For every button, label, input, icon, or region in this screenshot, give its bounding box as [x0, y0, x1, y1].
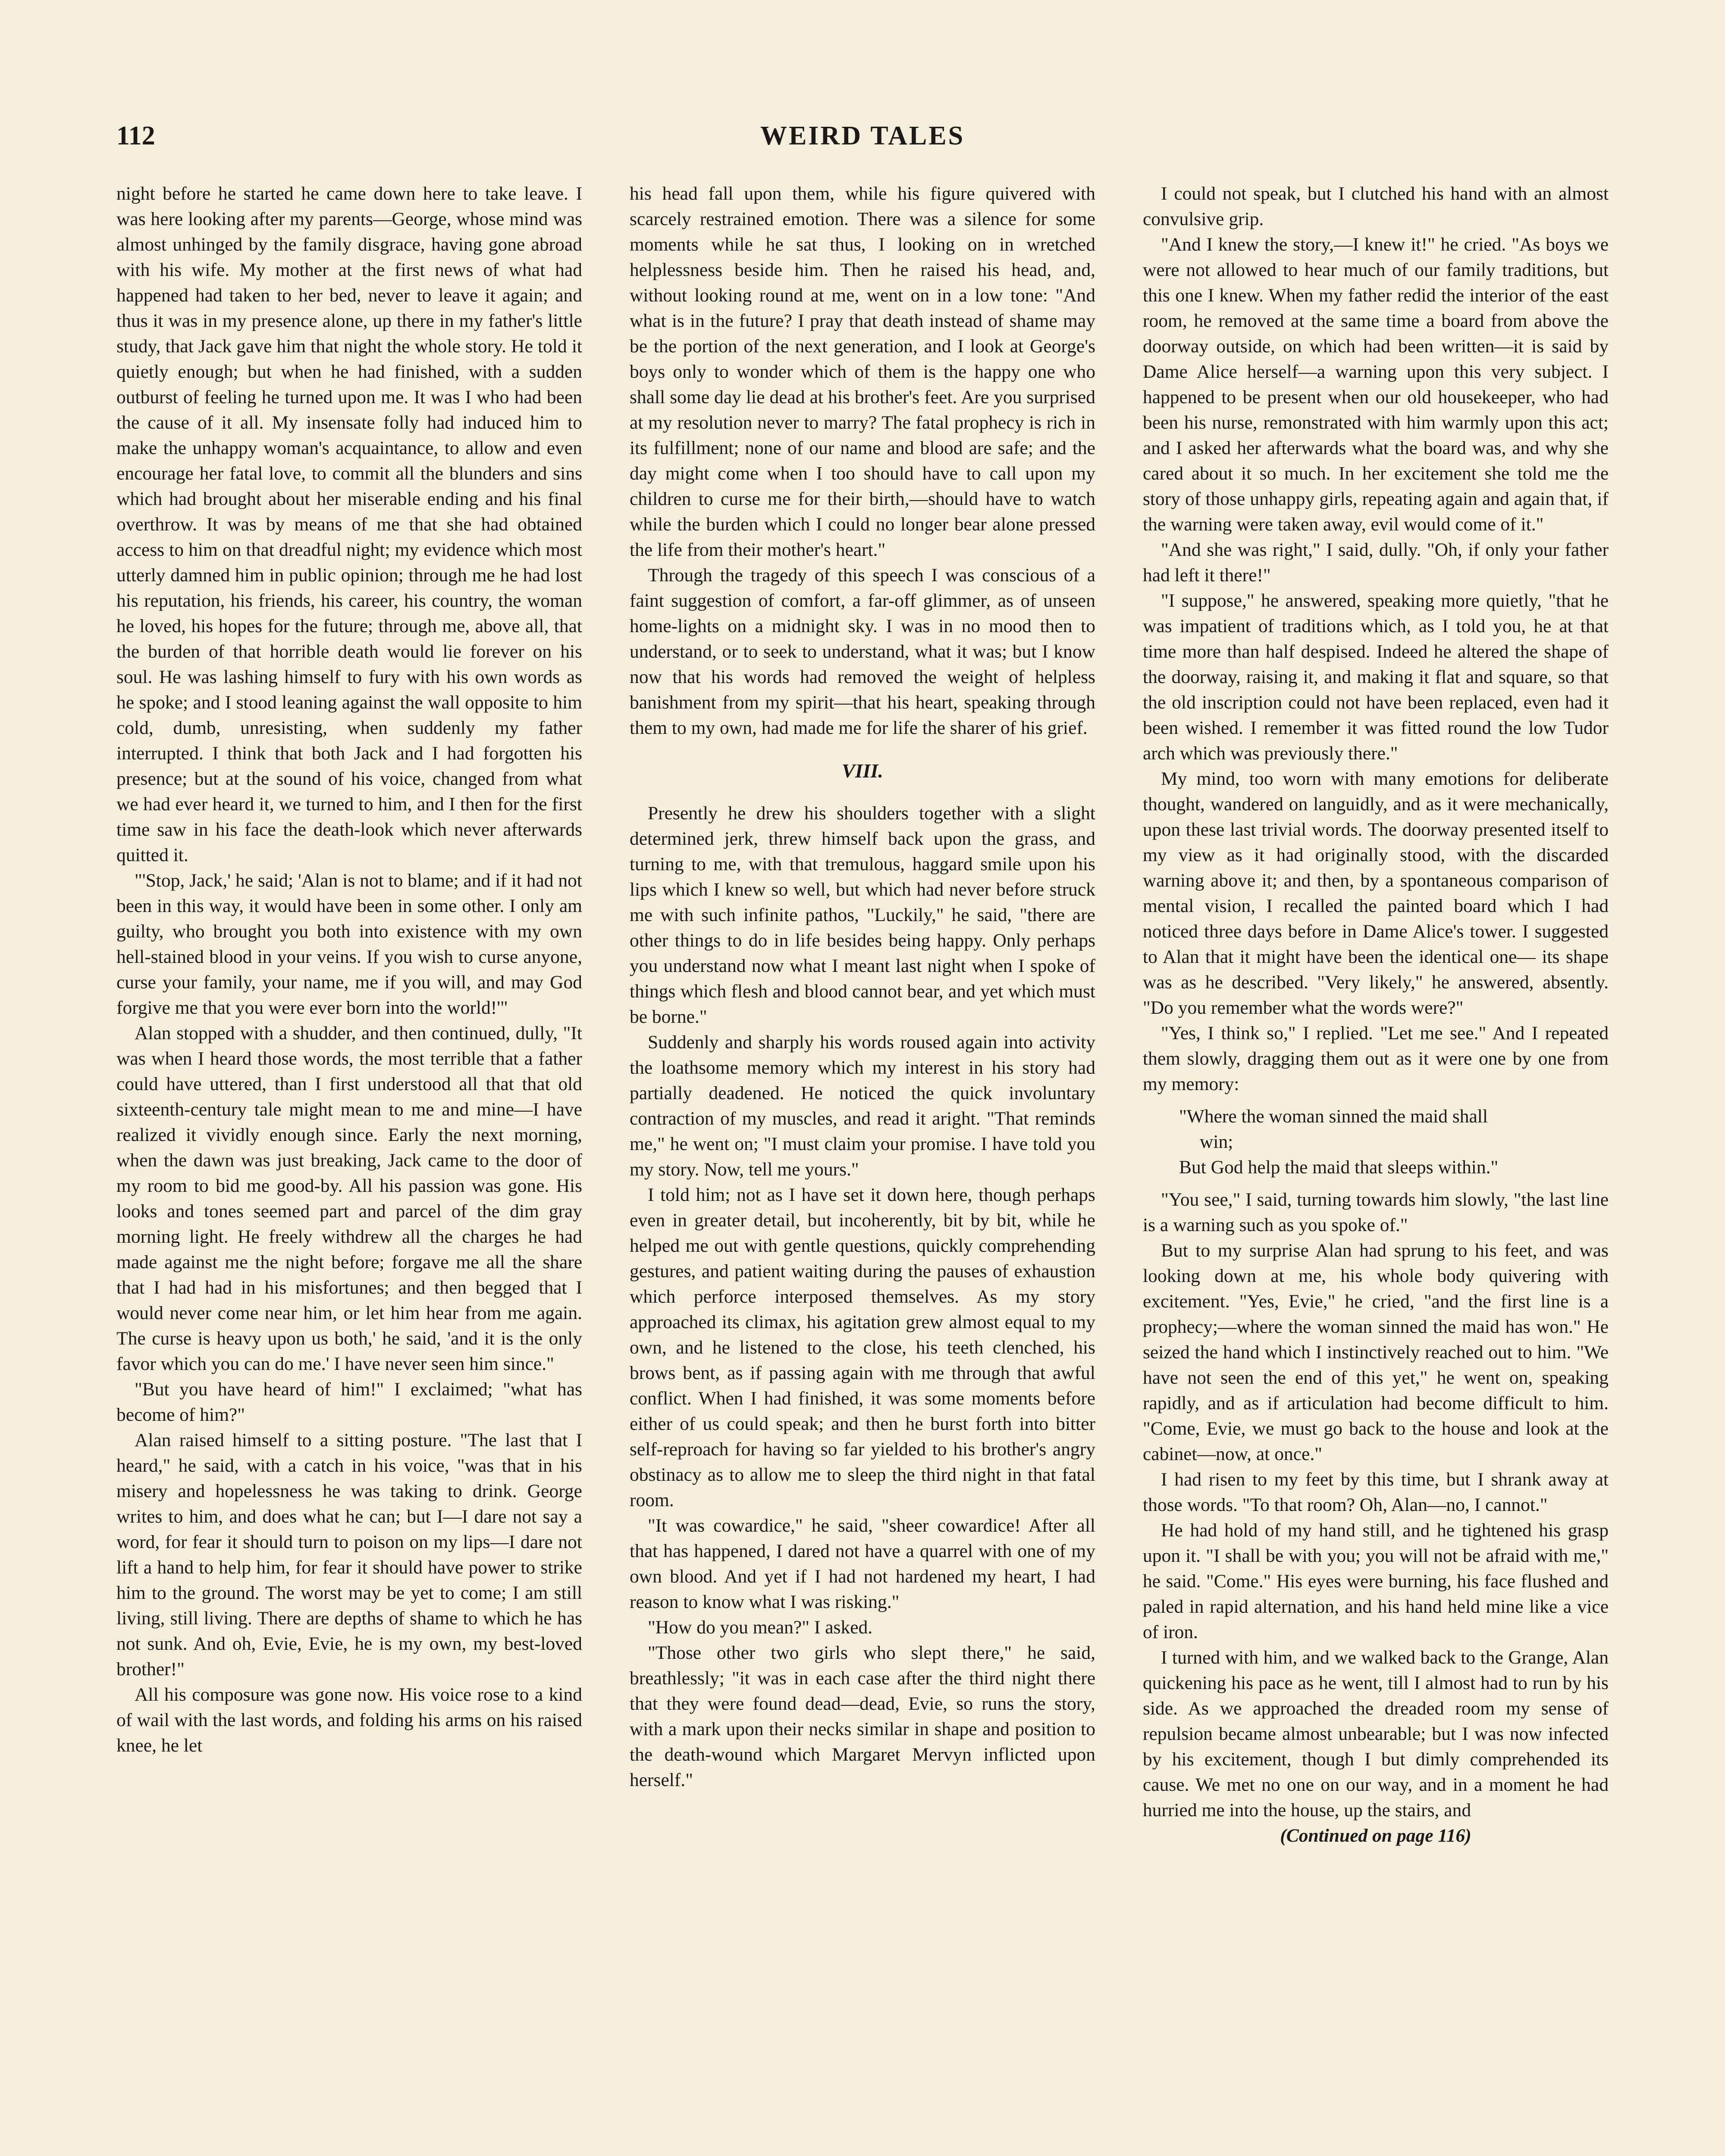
- paragraph: "I suppose," he answered, speaking more quietly, "that he was impatient of traditions which, as I told you, he at that time more than half despised. Indeed he altered the shape of the doorway, raising it, and making it flat and square, so that the old inscription could not have been replaced, even had it been wished. I remember it was fitted round the low Tudor arch which was previously there.": [1143, 590, 1609, 764]
- paragraph: "But you have heard of him!" I exclaimed; "what has become of him?": [116, 1379, 582, 1425]
- paragraph: "How do you mean?" I asked.: [648, 1617, 873, 1638]
- paragraph: his head fall upon them, while his figure quivered with scarcely restrained emotion. There was a silence for some moments while he sat thus, I looking on in wretched helplessness beside him. Then he raised his head, and, without looking round at me, went on in a low tone: "And what is in the future? I pray that death instead of shame may be the portion of the next generation, and I look at George's boys only to wonder which of them is the happy one who shall some day lie dead at his brother's feet. Are you surprised at my resolution never to marry? The fatal prophecy is rich in its fulfillment; none of our name and blood are safe; and the day might come when I too should have to call upon my children to curse me for their birth,—should have to watch while the burden which I could no longer bear alone pressed the life from their mother's heart.": [630, 183, 1095, 560]
- paragraph: I turned with him, and we walked back to the Grange, Alan quickening his pace as he went, till I almost had to run by his side. As we approached the dreaded room my sense of repulsion became almost unbearable; but I was now infected by his excitement, though I but dimly comprehended its cause. We met no one on our way, and in a moment he had hurried me into the house, up the stairs, and: [1143, 1647, 1609, 1821]
- page-header: [116, 116, 1609, 164]
- paragraph: "'Stop, Jack,' he said; 'Alan is not to blame; and if it had not been in this way, it would have been in some other. I only am guilty, who brought you both into existence with my own hell-stained blood in your veins. If you wish to curse anyone, curse your family, your name, me if you will, and may God forgive me that you were ever born into the world!'": [116, 870, 582, 1018]
- paragraph: Through the tragedy of this speech I was conscious of a faint suggestion of comfort, a far-off glimmer, as of unseen home-lights on a midnight sky. I was in no mood then to understand, or to seek to understand, what it was; but I know now that his words had removed the weight of helpless banishment from my spirit—that his heart, speaking through them to my own, had made me for life the sharer of his grief.: [630, 565, 1095, 738]
- paragraph: "And I knew the story,—I knew it!" he cried. "As boys we were not allowed to hear much of our family traditions, but this one I knew. When my father redid the interior of the east room, he removed at the same time a board from above the doorway outside, on which had been written—it is said by Dame Alice herself—a warning upon this very subject. I happened to be present when our old housekeeper, who had been his nurse, remonstrated with him warmly upon this act; and I asked her afterwards what the board was, and why she cared about it so much. In her excitement she told me the story of those unhappy girls, repeating again and again that, if the warning were taken away, evil would come of it.": [1143, 234, 1609, 535]
- paragraph: I had risen to my feet by this time, but I shrank away at those words. "To that room? Oh, Alan—no, I cannot.": [1143, 1469, 1609, 1515]
- text-columns: [116, 181, 1609, 2156]
- paragraph: "Those other two girls who slept there," he said, breathlessly; "it was in each case after the third night there that they were found dead—dead, Evie, so runs the story, with a mark upon their necks similar in shape and position to the death-wound which Margaret Mervyn inflicted upon herself.": [630, 1642, 1095, 1790]
- column-3: [1143, 181, 1609, 2156]
- section-heading: VIII.: [842, 760, 883, 782]
- verse-block: [1143, 1104, 1609, 1180]
- verse-line: win;: [1200, 1131, 1233, 1152]
- column-2: [630, 181, 1095, 2156]
- verse-line: But God help the maid that sleeps within.": [1179, 1157, 1499, 1178]
- paragraph: Suddenly and sharply his words roused again into activity the loathsome memory which my interest in his story had partially deadened. He noticed the quick involuntary contraction of my muscles, and read it aright. "That reminds me," he went on; "I must claim your promise. I have told you my story. Now, tell me yours.": [630, 1032, 1095, 1180]
- paragraph: "Yes, I think so," I replied. "Let me see." And I repeated them slowly, dragging them out as it were one by one from my memory:: [1143, 1023, 1609, 1094]
- paragraph: "And she was right," I said, dully. "Oh, if only your father had left it there!": [1143, 539, 1609, 586]
- paragraph: Alan stopped with a shudder, and then continued, dully, "It was when I heard those words, the most terrible that a father could have uttered, than I first understood all that that old sixteenth-century tale might mean to me and mine—I have realized it vividly enough since. Early the next morning, when the dawn was just breaking, Jack came to the door of my room to bid me good-by. All his passion was gone. His looks and tones seemed part and parcel of the dim gray morning light. He freely withdrew all the charges he had made against me the night before; forgave me all the share that I had had in his misfortunes; and then begged that I would never come near him, or let him hear from me again. The curse is heavy upon us both,' he said, 'and it is the only favor which you can do me.' I have never seen him since.": [116, 1023, 582, 1374]
- paragraph: "It was cowardice," he said, "sheer cowardice! After all that has happened, I dared not have a quarrel with one of my own blood. And yet if I had not hardened my heart, I had reason to know what I was risking.": [630, 1515, 1095, 1612]
- paragraph: Alan raised himself to a sitting posture. "The last that I heard," he said, with a catch in his voice, "was that in his misery and hopelessness he was taking to drink. George writes to him, and does what he can; but I—I dare not say a word, for fear it should turn to poison on my lips—I dare not lift a hand to help him, for fear it should have power to strike him to the ground. The worst may be yet to come; I am still living, still living. There are depths of shame to which he has not sunk. And oh, Evie, Evie, he is my own, my best-loved brother!": [116, 1430, 582, 1680]
- paragraph: I told him; not as I have set it down here, though perhaps even in greater detail, but incoherently, bit by bit, while he helped me out with gentle questions, quickly comprehending gestures, and patient waiting during the pauses of exhaustion which perforce interposed themselves. As my story approached its climax, his agitation grew almost equal to my own, and he listened to the close, his teeth clenched, his brows bent, as if passing again with me through that awful conflict. When I had finished, it was some moments before either of us could speak; and then he burst forth into bitter self-reproach for having so far yielded to his brother's angry obstinacy as to allow me to sleep the third night in that fatal room.: [630, 1185, 1095, 1510]
- paragraph: Presently he drew his shoulders together with a slight determined jerk, threw himself back upon the grass, and turning to me, with that tremulous, haggard smile upon his lips which I knew so well, but which had never before struck me with such infinite pathos, "Luckily," he said, "there are other things to do in life besides being happy. Only perhaps you understand now what I meant last night when I spoke of things which flesh and blood cannot bear, and yet which must be borne.": [630, 803, 1095, 1027]
- paragraph: My mind, too worn with many emotions for deliberate thought, wandered on languidly, and as it were mechanically, upon these last trivial words. The doorway presented itself to my view as it had originally stood, with the discarded warning above it; and then, by a spontaneous comparison of mental vision, I recalled the painted board which I had noticed three days before in Dame Alice's tower. I suggested to Alan that it might have been the identical one— its shape was as he described. "Very likely," he answered, absently. "Do you remember what the words were?": [1143, 768, 1609, 1018]
- page-number: 112: [116, 121, 155, 150]
- verse-line: "Where the woman sinned the maid shall: [1179, 1106, 1488, 1127]
- continued-note: (Continued on page 116): [1280, 1825, 1471, 1846]
- column-1: [116, 181, 582, 2156]
- paragraph: But to my surprise Alan had sprung to his feet, and was looking down at me, his whole body quivering with excitement. "Yes, Evie," he cried, "and the first line is a prophecy;—where the woman sinned the maid has won." He seized the hand which I instinctively reached out to him. "We have not seen the end of this yet," he went on, speaking rapidly, and as if articulation had become difficult to him. "Come, Evie, we must go back to the house and look at the cabinet—now, at once.": [1143, 1240, 1609, 1464]
- paragraph: I could not speak, but I clutched his hand with an almost convulsive grip.: [1143, 183, 1609, 229]
- running-title: WEIRD TALES: [760, 121, 965, 150]
- paragraph: All his composure was gone now. His voice rose to a kind of wail with the last words, and folding his arms on his raised knee, he let: [116, 1684, 582, 1756]
- paragraph: He had hold of my hand still, and he tightened his grasp upon it. "I shall be with you; you will not be afraid with me," he said. "Come." His eyes were burning, his face flushed and paled in rapid alternation, and his hand held mine like a vice of iron.: [1143, 1520, 1609, 1642]
- paragraph: "You see," I said, turning towards him slowly, "the last line is a warning such as you spoke of.": [1143, 1189, 1609, 1235]
- paragraph: night before he started he came down here to take leave. I was here looking after my parents—George, whose mind was almost unhinged by the family disgrace, having gone abroad with his wife. My mother at the first news of what had happened had taken to her bed, never to leave it again; and thus it was in my presence alone, up there in my father's little study, that Jack gave him that night the whole story. He told it quietly enough; but when he had finished, with a sudden outburst of feeling he turned upon me. It was I who had been the cause of it all. My insensate folly had induced him to make the unhappy woman's acquaintance, to allow and even encourage her fatal love, to commit all the blunders and sins which had brought about her miserable ending and his final overthrow. It was by means of me that she had obtained access to him on that dreadful night; my evidence which most utterly damned him in public opinion; through me he had lost his reputation, his friends, his career, his country, the woman he loved, his hopes for the future; through me, above all, that the burden of that horrible death would lie forever on his soul. He was lashing himself to fury with his own words as he spoke; and I stood leaning against the wall opposite to him cold, dumb, unresisting, when suddenly my father interrupted. I think that both Jack and I had forgotten his presence; but at the sound of his voice, changed from what we had ever heard it, we turned to him, and I then for the first time saw in his face the death-look which never afterwards quitted it.: [116, 183, 582, 865]
